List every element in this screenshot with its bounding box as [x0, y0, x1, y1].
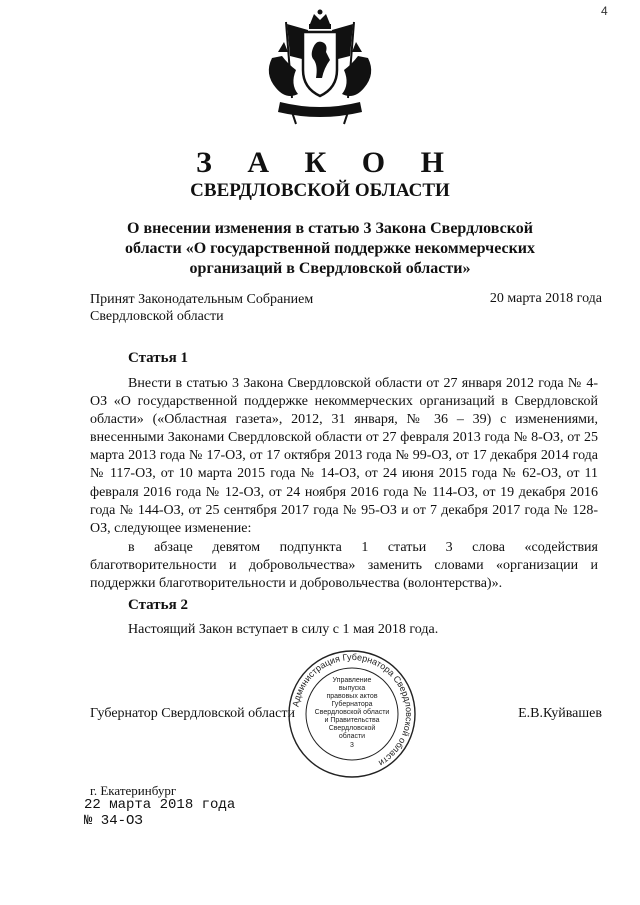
article-1-paragraph-1: Внести в статью 3 Закона Свердловской области от 27 января 2012 года № 4-ОЗ «О государственной поддержке некоммерческих организаций в Свердловской области» («Областная газета», 2012, 31 января, № 36 – 39) с изменениями, внесенными Законами Свердловской области от 27 февраля 2013 года № 8-ОЗ, от 25 марта 2013 года № 17-ОЗ, от 17 октября 2013 года № 99-ОЗ, от 17 декабря 2014 года № 117-ОЗ, от 10 марта 2015 года № 14-ОЗ, от 24 июня 2015 года № 62-ОЗ, от 11 февраля 2016 года № 12-ОЗ, от 24 ноября 2016 года № 114-ОЗ, от 19 декабря 2016 года № 144-ОЗ, от 25 сентября 2017 года № 95-ОЗ и от 7 декабря 2017 года № 128-ОЗ, следующее изменение:: [90, 376, 598, 536]
article-2-paragraph: Настоящий Закон вступает в силу с 1 мая 2018 года.: [128, 622, 439, 637]
coat-of-arms-emblem: [258, 8, 382, 126]
law-subject: [100, 219, 560, 279]
stamp-ring-text: Администрация Губернатора Свердловской области: [290, 651, 415, 769]
page-corner-mark: 4: [601, 4, 608, 18]
stamp-center-line: Губернатора: [331, 701, 373, 708]
signer-name: Е.В.Куйвашев: [518, 706, 602, 721]
article-1-heading: Статья 1: [128, 350, 188, 366]
law-region: СВЕРДЛОВСКОЙ ОБЛАСТИ: [190, 180, 450, 201]
stamp-center-line: правовых актов: [326, 693, 378, 700]
law-number: № 34-ОЗ: [84, 813, 143, 829]
article-1-paragraph-2: в абзаце девятом подпункта 1 статьи 3 слова «содействия благотворительности и добровольчества» заменить словами «организации и поддержки благотворительности и добровольчества (волонтерства)».: [90, 540, 598, 592]
registration-date: 22 марта 2018 года: [84, 797, 236, 813]
stamp-center-line: Свердловской: [328, 725, 376, 732]
law-subject-line: О внесении изменения в статью 3 Закона Свердловской: [127, 220, 533, 237]
signer-role: Губернатор Свердловской области: [90, 706, 295, 721]
law-subject-line: области «О государственной поддержке некоммерческих: [124, 240, 536, 257]
official-stamp: [286, 648, 418, 780]
article-2-heading: Статья 2: [128, 597, 188, 613]
law-subject-line: организаций в Свердловской области»: [189, 260, 471, 277]
signing-place: г. Екатеринбург: [90, 783, 177, 798]
stamp-center-line: и Правительства: [324, 717, 380, 724]
law-title: З А К О Н: [196, 146, 458, 179]
adoption-line: Свердловской области: [90, 309, 224, 324]
stamp-center-line: Управление: [332, 677, 372, 684]
adoption-date: 20 марта 2018 года: [489, 291, 602, 306]
stamp-center-line: области: [338, 733, 366, 740]
stamp-center-line: 3: [350, 742, 354, 749]
adoption-line: Принят Законодательным Собранием: [90, 292, 314, 307]
stamp-center-line: Свердловской области: [314, 709, 390, 716]
stamp-center-line: выпуска: [338, 685, 366, 692]
adoption-info: [90, 291, 350, 325]
